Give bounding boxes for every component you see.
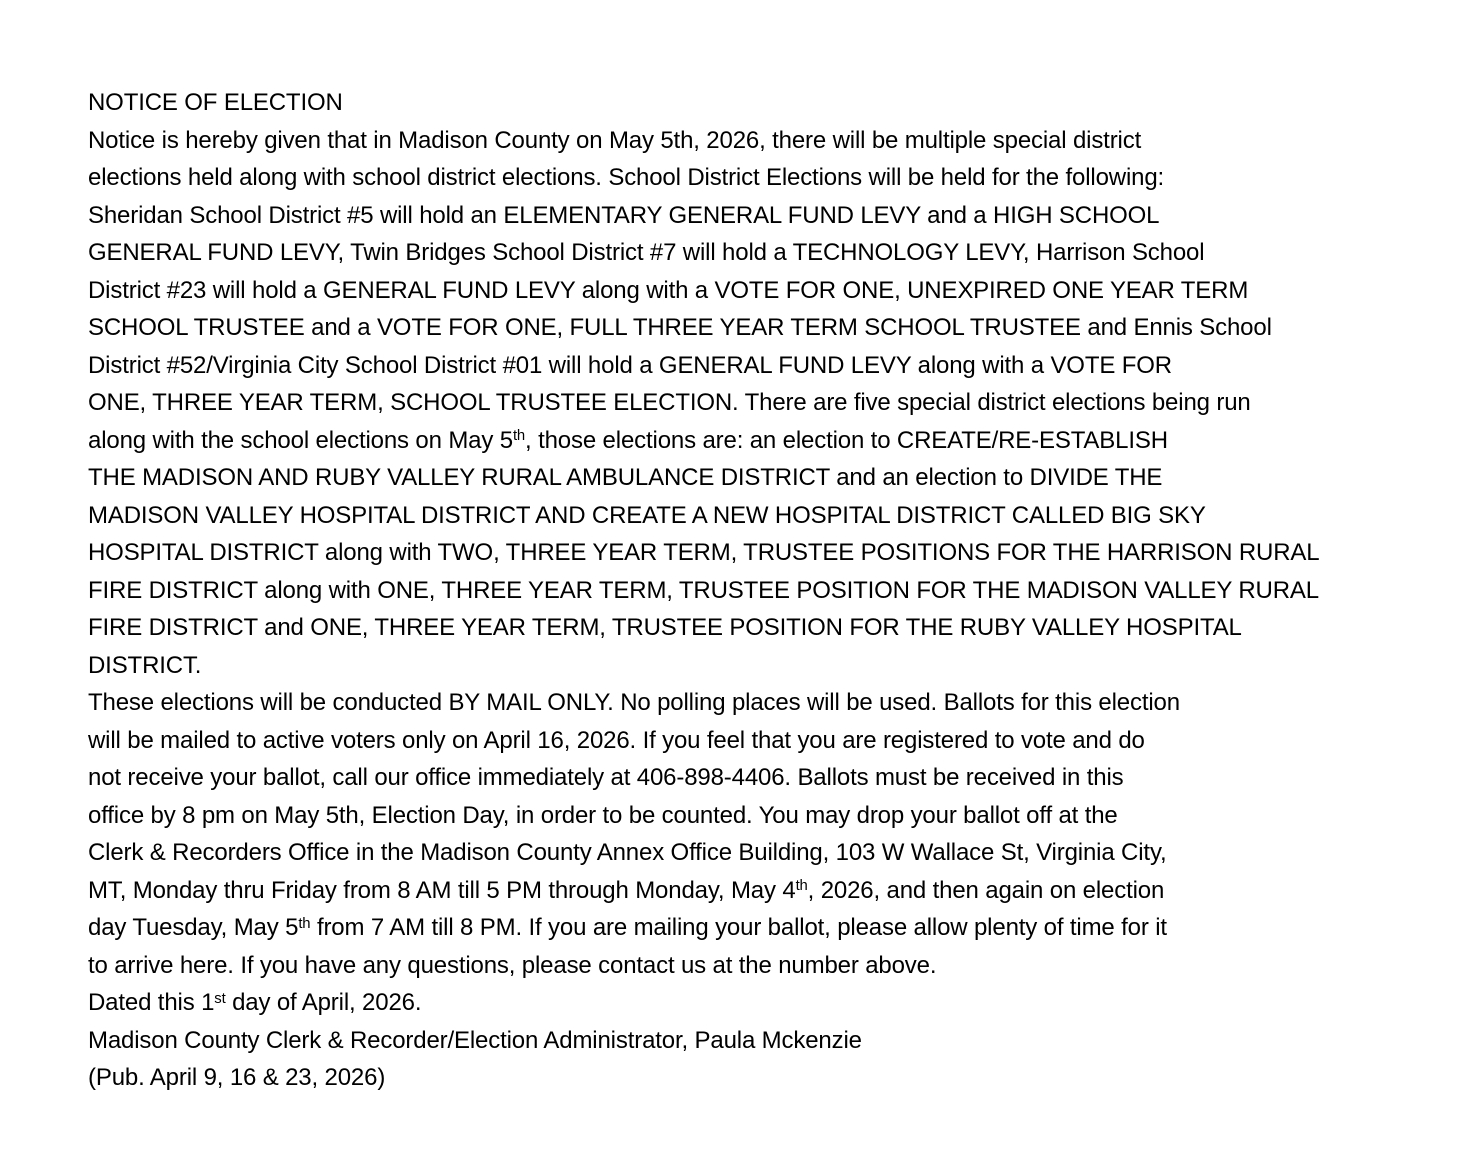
text-line bbox=[88, 197, 1319, 235]
text-segment: Sheridan School District #5 will hold an ELEMENTARY GENERAL FUND LEVY and a HIGH SCHOOL bbox=[88, 201, 1160, 229]
text-line bbox=[88, 872, 1319, 910]
text-segment: DISTRICT. bbox=[88, 651, 202, 679]
text-segment: District #52/Virginia City School District #01 will hold a GENERAL FUND LEVY along with a VOTE FOR bbox=[88, 351, 1172, 379]
text-segment: day Tuesday, May 5 bbox=[88, 914, 299, 941]
text-segment: will be mailed to active voters only on April 16, 2026. If you feel that you are registered to vote and do bbox=[88, 726, 1145, 754]
text-segment: NOTICE OF ELECTION bbox=[88, 89, 343, 116]
text-segment: not receive your ballot, call our office immediately at 406-898-4406. Ballots must be received in this bbox=[88, 764, 1124, 791]
text-line bbox=[88, 647, 1319, 685]
text-segment: from 7 AM till 8 PM. If you are mailing your ballot, please allow plenty of time for it bbox=[310, 914, 1167, 941]
text-line bbox=[88, 534, 1319, 572]
text-line bbox=[88, 459, 1319, 497]
text-line bbox=[88, 159, 1319, 197]
text-segment: HOSPITAL DISTRICT along with TWO, THREE YEAR TERM, TRUSTEE POSITIONS FOR THE HARRISON RURAL bbox=[88, 539, 1320, 566]
text-segment: office by 8 pm on May 5th, Election Day, in order to be counted. You may drop your ballot off at the bbox=[88, 801, 1118, 829]
text-line bbox=[88, 759, 1319, 797]
text-segment: SCHOOL TRUSTEE and a VOTE FOR ONE, FULL THREE YEAR TERM SCHOOL TRUSTEE and Ennis School bbox=[88, 314, 1272, 341]
text-segment: GENERAL FUND LEVY, Twin Bridges School District #7 will hold a TECHNOLOGY LEVY, Harrison School bbox=[88, 239, 1205, 266]
text-segment: Notice is hereby given that in Madison County on May 5th, 2026, there will be multiple special district bbox=[88, 126, 1142, 154]
text-segment: Dated this 1 bbox=[88, 989, 215, 1016]
text-line bbox=[88, 347, 1319, 385]
text-line bbox=[88, 797, 1319, 835]
text-line bbox=[88, 272, 1319, 310]
text-line bbox=[88, 947, 1319, 985]
text-segment: ONE, THREE YEAR TERM, SCHOOL TRUSTEE ELECTION. There are five special district elections being run bbox=[88, 389, 1251, 416]
ordinal-superscript: th bbox=[795, 878, 808, 895]
text-line bbox=[88, 1059, 1319, 1097]
text-line bbox=[88, 384, 1319, 422]
text-line bbox=[88, 684, 1319, 722]
ordinal-superscript: th bbox=[298, 915, 311, 932]
document-title-line bbox=[88, 84, 1319, 122]
text-line bbox=[88, 984, 1319, 1022]
text-line bbox=[88, 834, 1319, 872]
text-line bbox=[88, 497, 1319, 535]
text-segment: FIRE DISTRICT and ONE, THREE YEAR TERM, TRUSTEE POSITION FOR THE RUBY VALLEY HOSPITAL bbox=[88, 614, 1242, 641]
text-line bbox=[88, 722, 1319, 760]
text-segment: Madison County Clerk & Recorder/Election Administrator, Paula Mckenzie bbox=[88, 1026, 862, 1054]
text-line bbox=[88, 122, 1319, 160]
text-segment: MADISON VALLEY HOSPITAL DISTRICT AND CREATE A NEW HOSPITAL DISTRICT CALLED BIG SKY bbox=[88, 501, 1206, 529]
text-segment: to arrive here. If you have any questions, please contact us at the number above. bbox=[88, 951, 937, 979]
text-line bbox=[88, 422, 1319, 460]
text-segment: MT, Monday thru Friday from 8 AM till 5 PM through Monday, May 4 bbox=[88, 876, 796, 904]
text-line bbox=[88, 1022, 1319, 1060]
ordinal-superscript: th bbox=[512, 428, 526, 445]
text-line bbox=[88, 309, 1319, 347]
text-segment: FIRE DISTRICT along with ONE, THREE YEAR TERM, TRUSTEE POSITION FOR THE MADISON VALLEY RURAL bbox=[88, 576, 1319, 604]
text-segment: Clerk & Recorders Office in the Madison County Annex Office Building, 103 W Wallace St, Virginia City, bbox=[88, 839, 1167, 866]
text-segment: , 2026, and then again on election bbox=[807, 876, 1165, 904]
ordinal-superscript: st bbox=[214, 990, 226, 1007]
text-segment: District #23 will hold a GENERAL FUND LEVY along with a VOTE FOR ONE, UNEXPIRED ONE YEAR TERM bbox=[88, 276, 1249, 304]
text-segment: elections held along with school district elections. School District Elections will be held for the following: bbox=[88, 164, 1165, 191]
text-segment: THE MADISON AND RUBY VALLEY RURAL AMBULANCE DISTRICT and an election to DIVIDE THE bbox=[88, 464, 1163, 491]
text-segment: day of April, 2026. bbox=[225, 989, 422, 1016]
text-segment: along with the school elections on May 5 bbox=[88, 426, 513, 454]
text-line bbox=[88, 609, 1319, 647]
text-segment: , those elections are: an election to CREATE/RE-ESTABLISH bbox=[525, 426, 1168, 454]
text-segment: These elections will be conducted BY MAIL ONLY. No polling places will be used. Ballots for this election bbox=[88, 689, 1180, 716]
text-line bbox=[88, 234, 1319, 272]
notice-of-election-document bbox=[88, 84, 1319, 1097]
text-line bbox=[88, 909, 1319, 947]
text-segment: (Pub. April 9, 16 & 23, 2026) bbox=[88, 1064, 386, 1091]
text-line bbox=[88, 572, 1319, 610]
